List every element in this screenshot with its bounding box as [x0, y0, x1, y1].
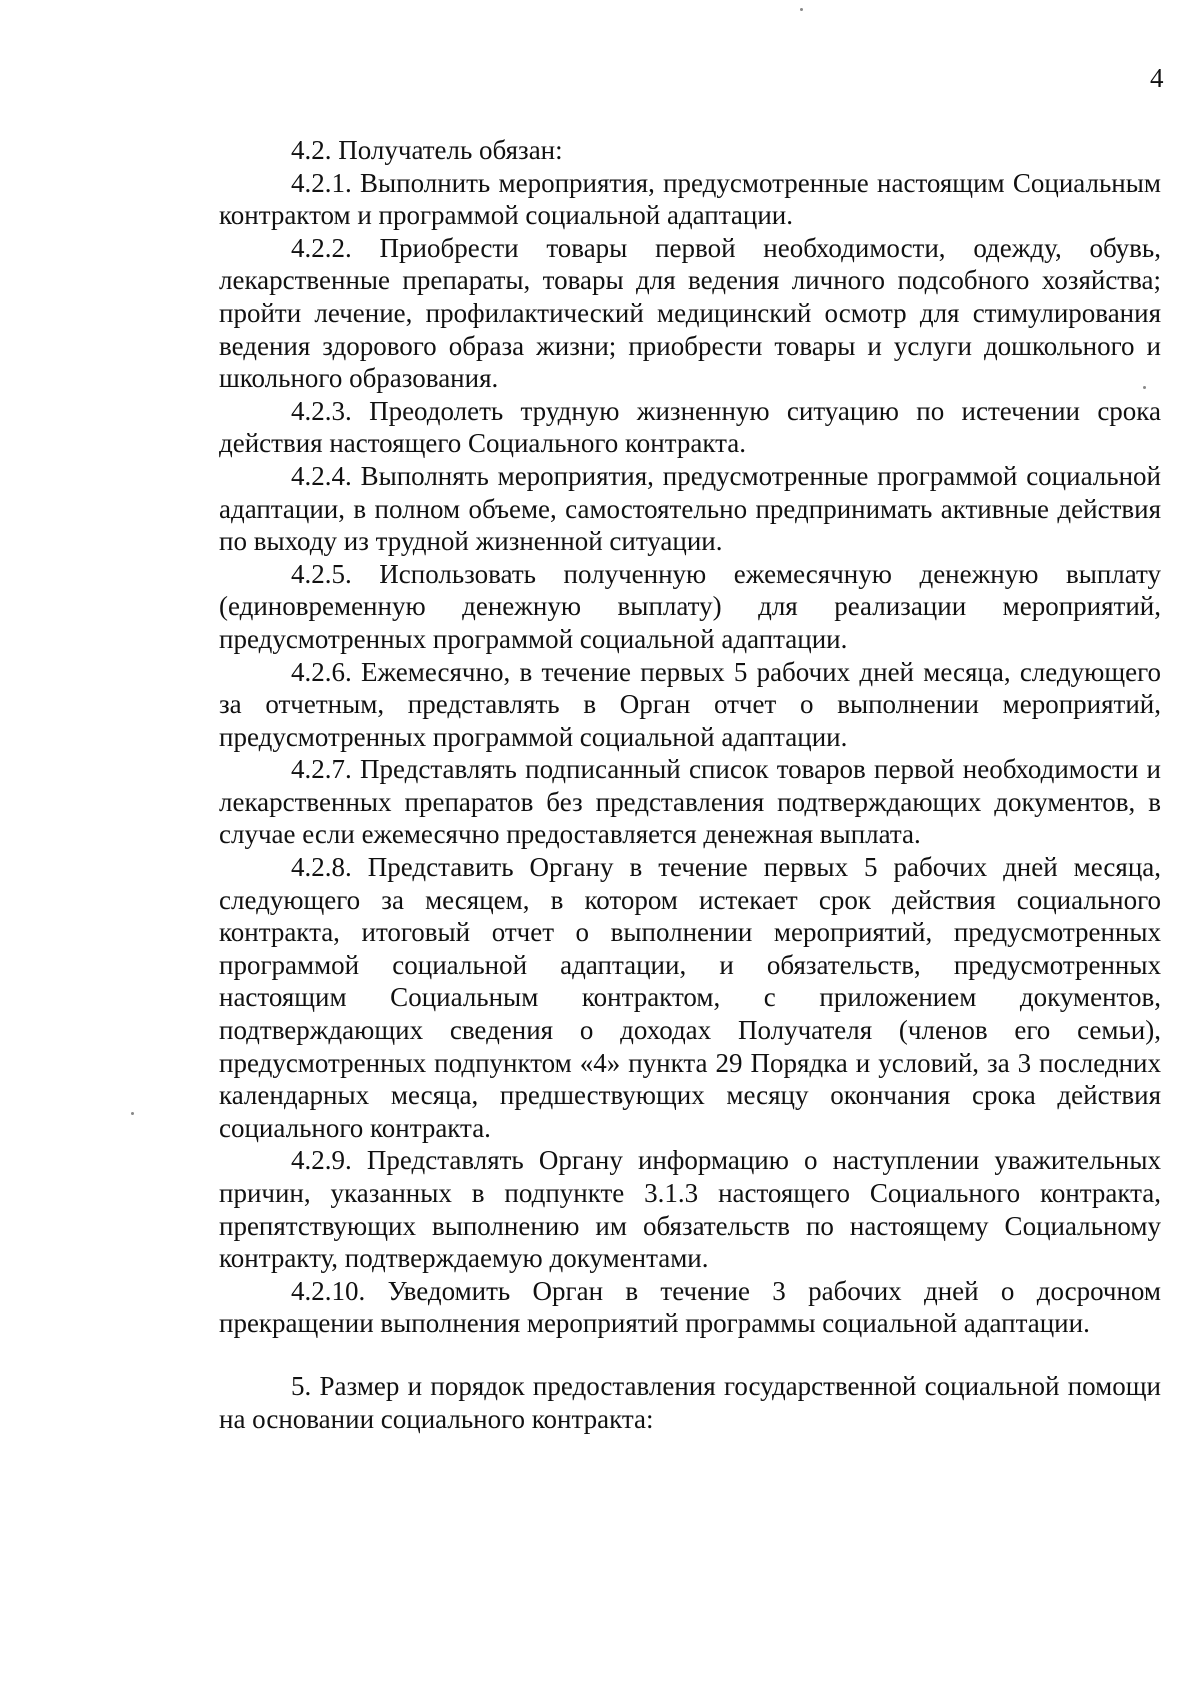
scan-speck — [800, 8, 803, 11]
clause-4-2-9: 4.2.9. Представлять Органу информацию о наступлении уважительных причин, указанных в подпункте 3.1.3 настоящего Социального контракта, препятствующих выполнению им обязательств по настоящему Социальному контракту, подтверждаемую документами. — [219, 1145, 1161, 1274]
clause-4-2-1: 4.2.1. Выполнить мероприятия, предусмотренные настоящим Социальным контрактом и программой социальной адаптации. — [219, 167, 1161, 231]
clause-4-2-6: 4.2.6. Ежемесячно, в течение первых 5 рабочих дней месяца, следующего за отчетным, представлять в Орган отчет о выполнении мероприятий, предусмотренных программой социальной адаптации. — [219, 656, 1161, 752]
document-body — [219, 134, 1161, 1435]
clause-4-2-2: 4.2.2. Приобрести товары первой необходимости, одежду, обувь, лекарственные препараты, товары для ведения личного подсобного хозяйства; пройти лечение, профилактический медицинский осмотр для стимулирования ведения здорового образа жизни; приобрести товары и услуги дошкольного и школьного образования. — [219, 232, 1161, 394]
clause-4-2-10: 4.2.10. Уведомить Орган в течение 3 рабочих дней о досрочном прекращении выполнения мероприятий программы социальной адаптации. — [219, 1275, 1161, 1339]
clause-4-2-3: 4.2.3. Преодолеть трудную жизненную ситуацию по истечении срока действия настоящего Социального контракта. — [219, 395, 1161, 459]
page-number: 4 — [1150, 63, 1164, 93]
clause-4-2-5: 4.2.5. Использовать полученную ежемесячную денежную выплату (единовременную денежную выплату) для реализации мероприятий, предусмотренных программой социальной адаптации. — [219, 558, 1161, 654]
clause-4-2-4: 4.2.4. Выполнять мероприятия, предусмотренные программой социальной адаптации, в полном объеме, самостоятельно предпринимать активные действия по выходу из трудной жизненной ситуации. — [219, 460, 1161, 557]
clause-4-2-7: 4.2.7. Представлять подписанный список товаров первой необходимости и лекарственных препаратов без представления подтверждающих документов, в случае если ежемесячно предоставляется денежная выплата. — [219, 754, 1161, 850]
clause-4-2: 4.2. Получатель обязан: — [291, 135, 563, 165]
clause-4-2-8: 4.2.8. Представить Органу в течение первых 5 рабочих дней месяца, следующего за месяцем, в котором истекает срок действия социального контракта, итоговый отчет о выполнении мероприятий, предусмотренных программой социальной адаптации, и обязательств, предусмотренных настоящим Социальным контрактом, с приложением документов, подтверждающих сведения о доходах Получателя (членов его семьи), предусмотренных подпунктом «4» пункта 29 Порядка и условий, за 3 последних календарных месяца, предшествующих месяцу окончания срока действия социального контракта. — [219, 852, 1161, 1143]
section-5-heading: 5. Размер и порядок предоставления государственной социальной помощи на основании социального контракта: — [219, 1370, 1161, 1434]
scan-speck — [1143, 386, 1146, 389]
scan-speck — [131, 1112, 134, 1115]
